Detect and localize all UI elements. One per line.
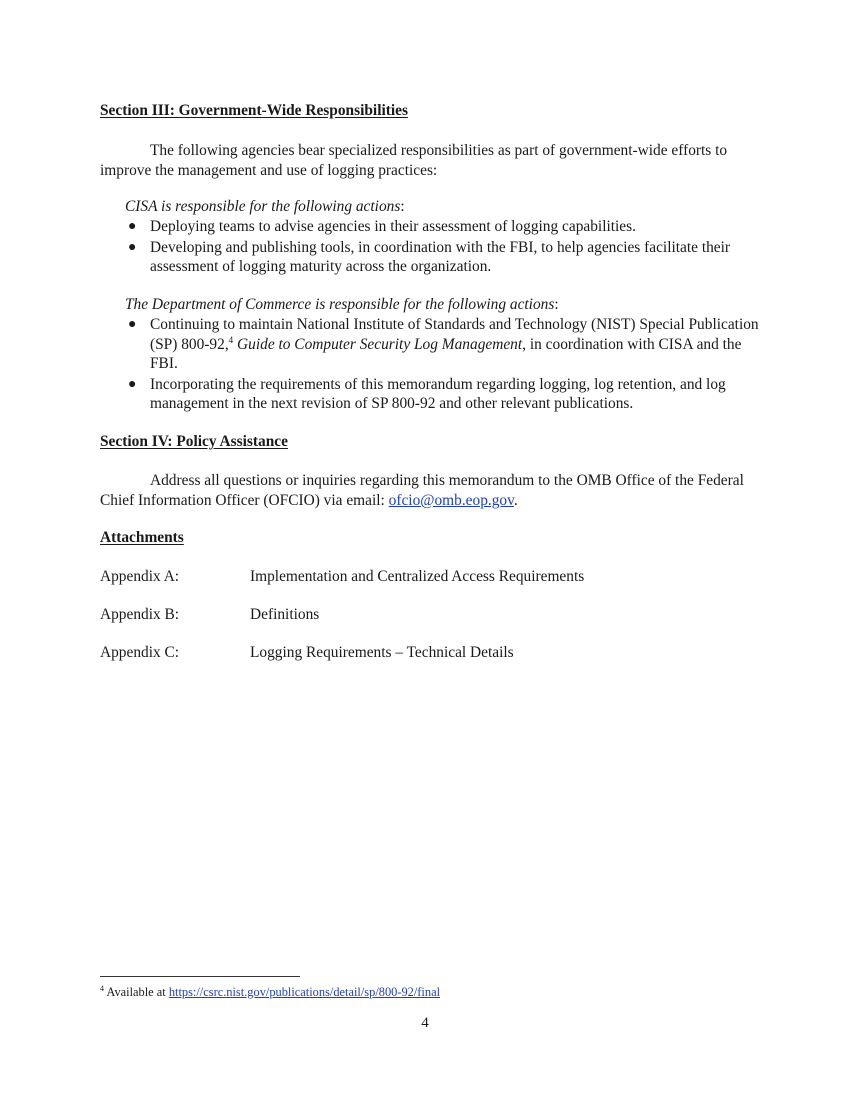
list-item: ● Deploying teams to advise agencies in their assessment of logging capabilities. [128,218,636,235]
bullet-icon: ● [128,239,137,255]
section-iii-heading: Section III: Government-Wide Responsibilities [100,102,408,119]
list-item: ● Continuing to maintain National Institute of Standards and Technology (NIST) Special Publication (SP) 800-92,$^4$ Guide to Computer Security Log Management, in coordination with CISA and the FBI. [128,316,759,372]
appendix-description: Implementation and Centralized Access Requirements [250,568,585,585]
email-link[interactable]: ofcio@omb.eop.gov [388,491,514,509]
appendix-label: Appendix B: [100,606,180,623]
appendix-label: Appendix A: [100,568,180,585]
section-iii-intro: The following agencies bear specialized responsibilities as part of government-wide efforts to improve the management and use of logging practices: [100,142,728,179]
bullet-icon: ● [128,376,137,392]
publication-title: Guide to Computer Security Log Management [237,335,523,353]
footnote: $^4$ Available at https://csrc.nist.gov/publications/detail/sp/800-92/final [100,984,441,999]
cisa-actions-list [125,217,765,278]
cisa-lead-text: CISA is responsible for the following actions [125,198,401,215]
section-iv-text: Address all questions or inquiries regarding this memorandum to the OMB Office of the Federal Chief Information Officer (OFCIO) via email: ofcio@omb.eop.gov. [100,472,744,509]
footnote-number: 4 [100,984,104,993]
footnote-link[interactable]: https://csrc.nist.gov/publications/detail/sp/800-92/final [168,985,441,999]
section-iv-heading: Section IV: Policy Assistance [100,433,288,450]
page-number: 4 [421,1015,429,1031]
bullet-icon: ● [128,219,137,234]
commerce-lead: The Department of Commerce is responsible for the following actions: [125,296,559,313]
appendix-description: Definitions [250,606,320,623]
appendix-label: Appendix C: [100,644,180,661]
list-item: ● Incorporating the requirements of this memorandum regarding logging, log retention, and log management in the next revision of SP 800-92 and other relevant publications. [128,375,726,412]
footnote-divider [100,976,300,977]
commerce-actions-list [125,315,765,415]
commerce-lead-text: The Department of Commerce is responsible for the following actions [125,296,555,313]
bullet-icon: ● [128,317,137,332]
attachments-heading: Attachments [100,529,184,546]
appendix-description: Logging Requirements – Technical Details [250,644,514,661]
footnote-reference[interactable]: 4 [228,334,234,345]
list-item: ● Developing and publishing tools, in coordination with the FBI, to help agencies facilitate their assessment of logging maturity across the organization. [128,238,731,275]
cisa-lead: CISA is responsible for the following actions: [125,198,405,215]
